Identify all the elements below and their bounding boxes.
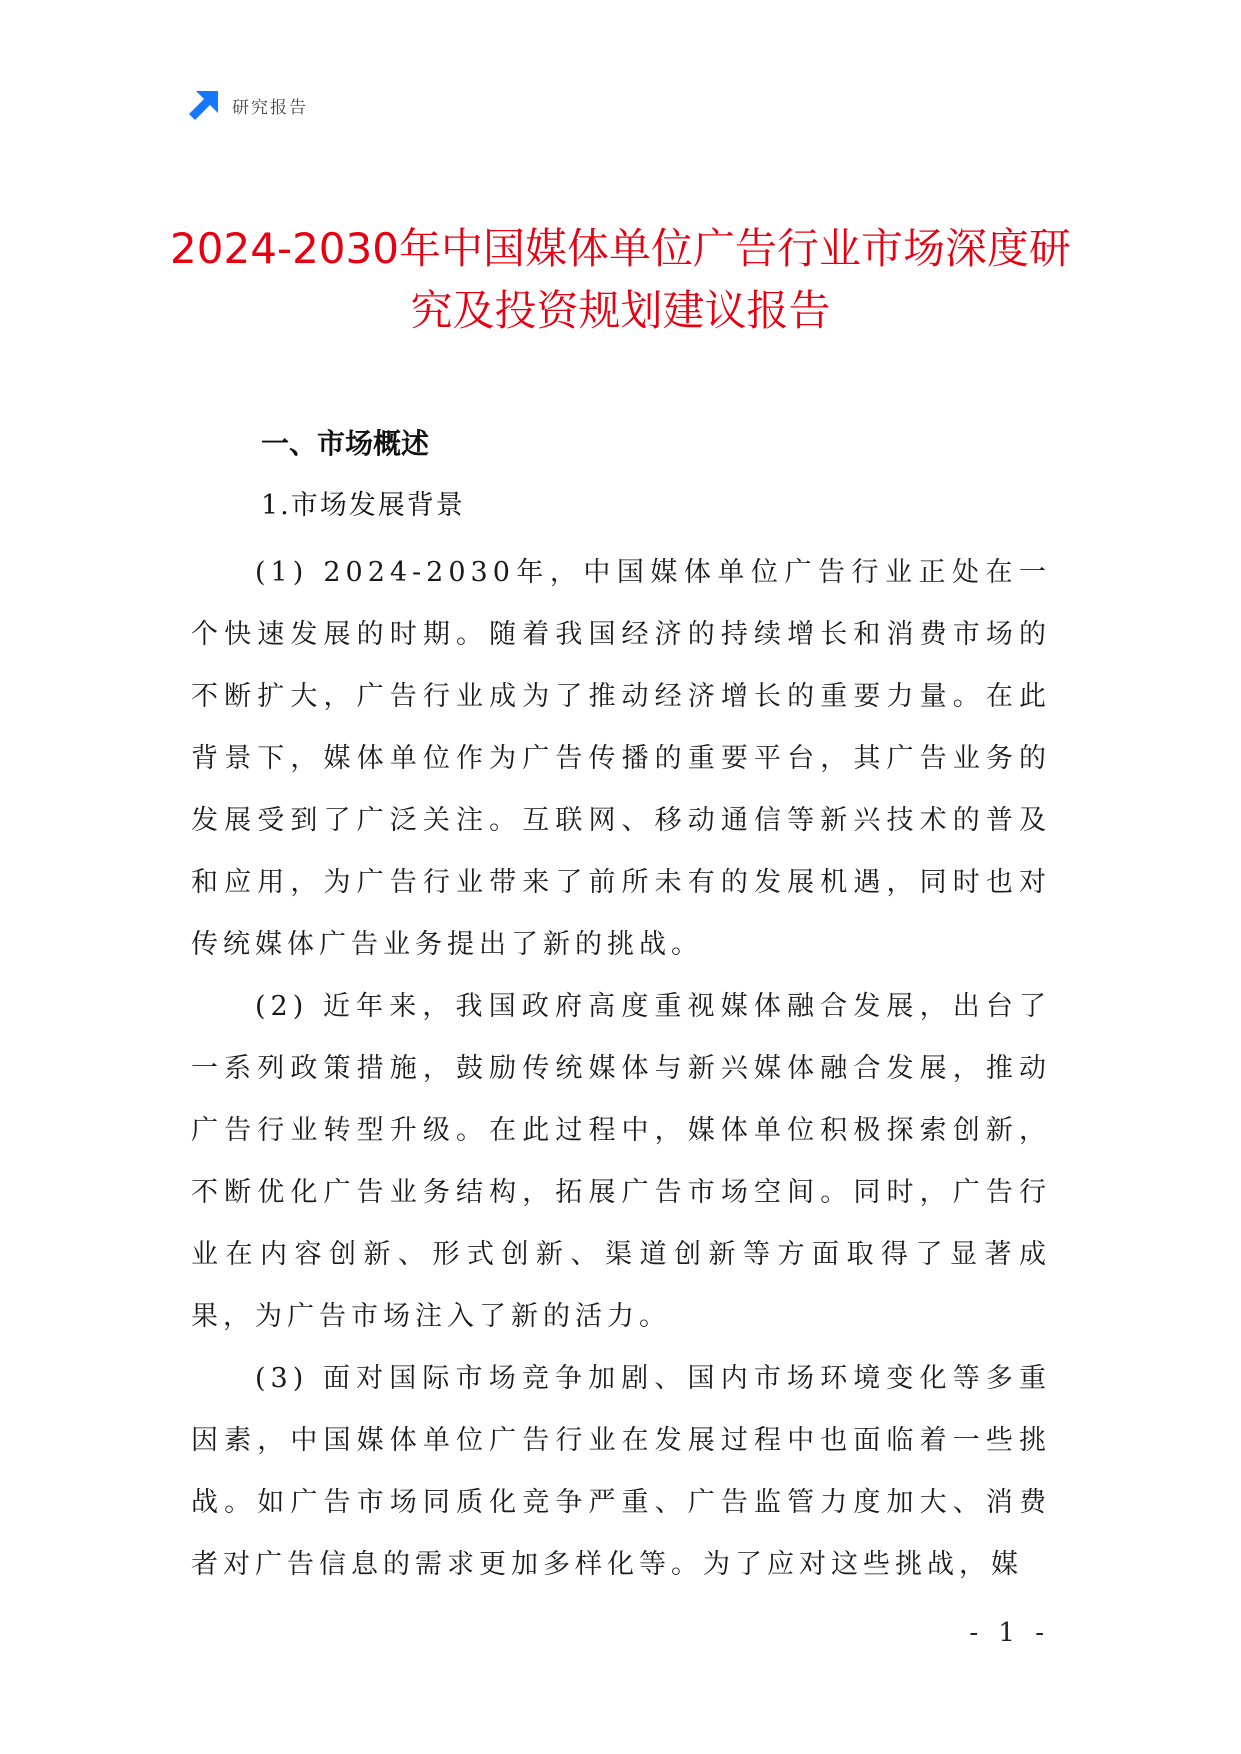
paragraph-1: (1) 2024-2030年，中国媒体单位广告行业正处在一个快速发展的时期。随着我国经济的持续增长和消费市场的不断扩大，广告行业成为了推动经济增长的重要力量。在此背景下，媒体单位作为广告传播的重要平台，其广告业务的发展受到了广泛关注。互联网、移动通信等新兴技术的普及和应用，为广告行业带来了前所未有的发展机遇，同时也对传统媒体广告业务提出了新的挑战。 xyxy=(191,557,1051,960)
header-label: 研究报告 xyxy=(232,97,308,118)
sub-heading: 1.市场发展背景 xyxy=(261,490,465,521)
section-heading: 一、市场概述 xyxy=(261,427,430,460)
report-body xyxy=(191,418,1051,1596)
report-header xyxy=(188,88,308,122)
paragraph-2: (2) 近年来，我国政府高度重视媒体融合发展，出台了一系列政策措施，鼓励传统媒体与新兴媒体融合发展，推动广告行业转型升级。在此过程中，媒体单位积极探索创新，不断优化广告业务结构，拓展广告市场空间。同时，广告行业在内容创新、形式创新、渠道创新等方面取得了显著成果，为广告市场注入了新的活力。 xyxy=(191,991,1051,1332)
page-number: - 1 - xyxy=(969,1618,1050,1648)
paragraph-3: (3) 面对国际市场竞争加剧、国内市场环境变化等多重因素，中国媒体单位广告行业在发展过程中也面临着一些挑战。如广告市场同质化竞争严重、广告监管力度加大、消费者对广告信息的需求更加多样化等。为了应对这些挑战，媒 xyxy=(191,1363,1051,1580)
arrow-up-right-icon xyxy=(188,89,220,121)
report-title: 2024-2030年中国媒体单位广告行业市场深度研究及投资规划建议报告 xyxy=(170,224,1071,335)
